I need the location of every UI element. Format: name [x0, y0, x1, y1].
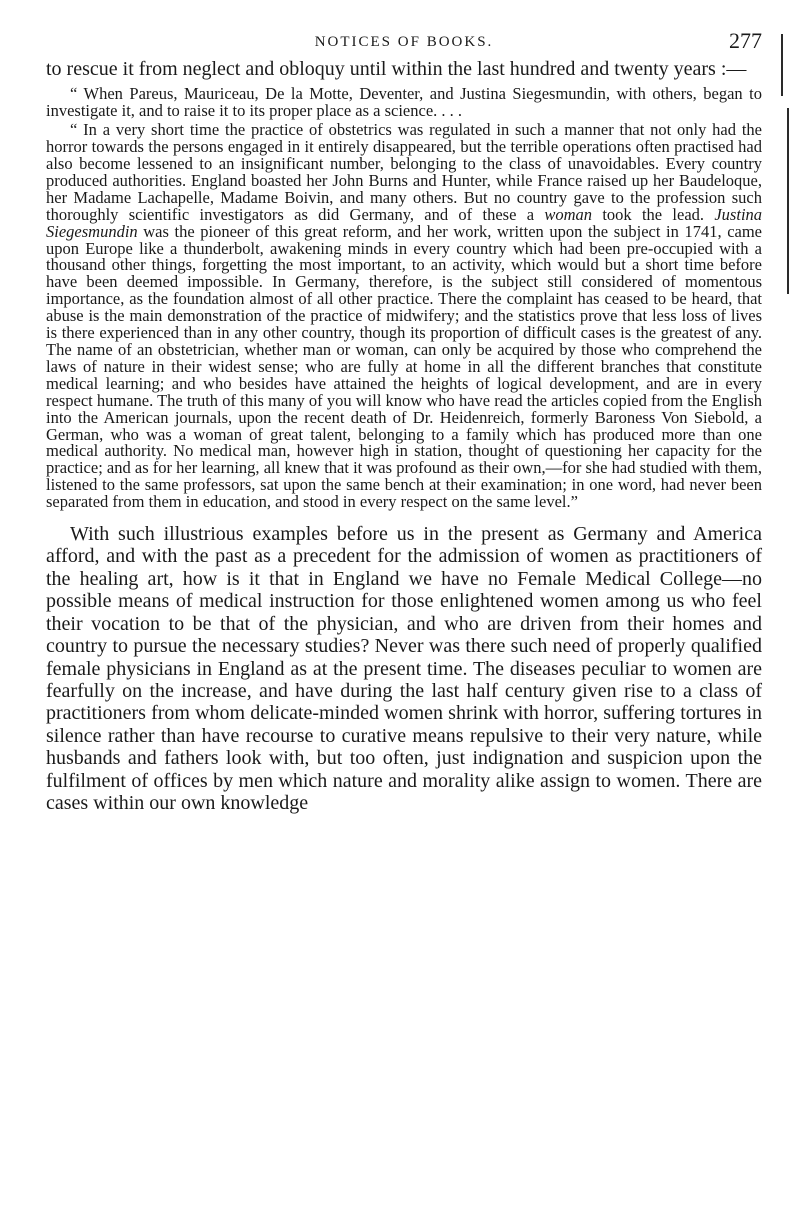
- running-title: NOTICES OF BOOKS.: [314, 34, 494, 50]
- quote-emphasis-name: Justina Siegesmundin: [46, 204, 763, 241]
- margin-rule: [781, 34, 783, 96]
- quote-paragraph-1: “ When Pareus, Mauriceau, De la Motte, Deventer, and Justina Siegesmundin, with others, began to investigate it, and to raise it to its proper place as a science. . . .: [46, 84, 762, 121]
- intro-paragraph: to rescue it from neglect and obloquy until within the last hundred and twenty years :—: [46, 58, 747, 80]
- running-head: [46, 28, 762, 58]
- margin-rule-lower: [787, 108, 789, 294]
- quote-paragraph-2: [46, 122, 762, 511]
- page-number: 277: [729, 28, 762, 53]
- quote-text-c: was the pioneer of this great reform, and her work, written upon the subject in 1741, came upon Europe like a thunderbolt, awakening minds in every country which had been pre-occupied with a thousand other things, forgetting the most important, to an activity, which would but a short time before have been deemed impossible. In Germany, therefore, is the subject still considered of momentous importance, as the foundation almost of all other practice. There the complaint has ceased to be heard, that abuse is the main demonstration of the practice of midwifery; and the statistics prove that less loss of lives is there experienced than in any other country, though its proportion of difficult cases is the greatest of any. The name of an obstetrician, whether man or woman, can only be acquired by those who comprehend the laws of nature in their widest sense; who are fully at home in all the different branches that constitute medical learning; and who besides have attained the heights of logical development, and are in every respect humane. The truth of this many of you will know who have read the articles copied from the English into the American journals, upon the recent death of Dr. Heidenreich, formerly Baroness Von Siebold, a German, who was a woman of great talent, belonging to a family which has produced more than one medical authority. No medical man, however high in station, thought of questioning her capacity for the practice; and as for her learning, all knew that it was profound as their own,—for she had studied with them, listened to the same professors, sat upon the same bench at their examination; in one word, had never been separated from them in education, and stood in every respect on the same level.”: [46, 221, 763, 512]
- quote-text-b: took the lead.: [602, 204, 705, 224]
- closing-paragraph: With such illustrious examples before us in the present as Germany and America afford, and with the past as a precedent for the admission of women as practitioners of the healing art, how is it that in England we have no Female Medical College—no possible means of medical instruction for those enlightened women among us who feel their vocation to be that of the physician, and who are driven from their homes and country to pursue the necessary studies? Never was there such need of properly qualified female physicians in England as at the present time. The diseases peculiar to women are fearfully on the increase, and have during the last half century given rise to a class of practitioners from whom delicate-minded women shrink with horror, suffering tortures in silence rather than have recourse to curative means repulsive to their very nature, while husbands and fathers look with, but too often, just indignation and suspicion upon the fulfilment of offices by men which nature and morality alike assign to women. There are cases within our own knowledge: [46, 523, 762, 814]
- quote-text-a: “ In a very short time the practice of obstetrics was regulated in such a manner that not only had the horror towards the persons engaged in it entirely disappeared, but the terrible operations often practised had also become lessened to an insignificant number, belonging to the class of unavoidables. Every country produced authorities. England boasted her John Burns and Hunter, while France raised up her Baudeloque, her Madame Lachapelle, Madame Boivin, and many others. But no country gave to the profession such thoroughly scientific investigators as did Germany, and of these a: [46, 120, 762, 224]
- quote-emphasis-woman: woman: [544, 204, 593, 224]
- page: [46, 28, 762, 814]
